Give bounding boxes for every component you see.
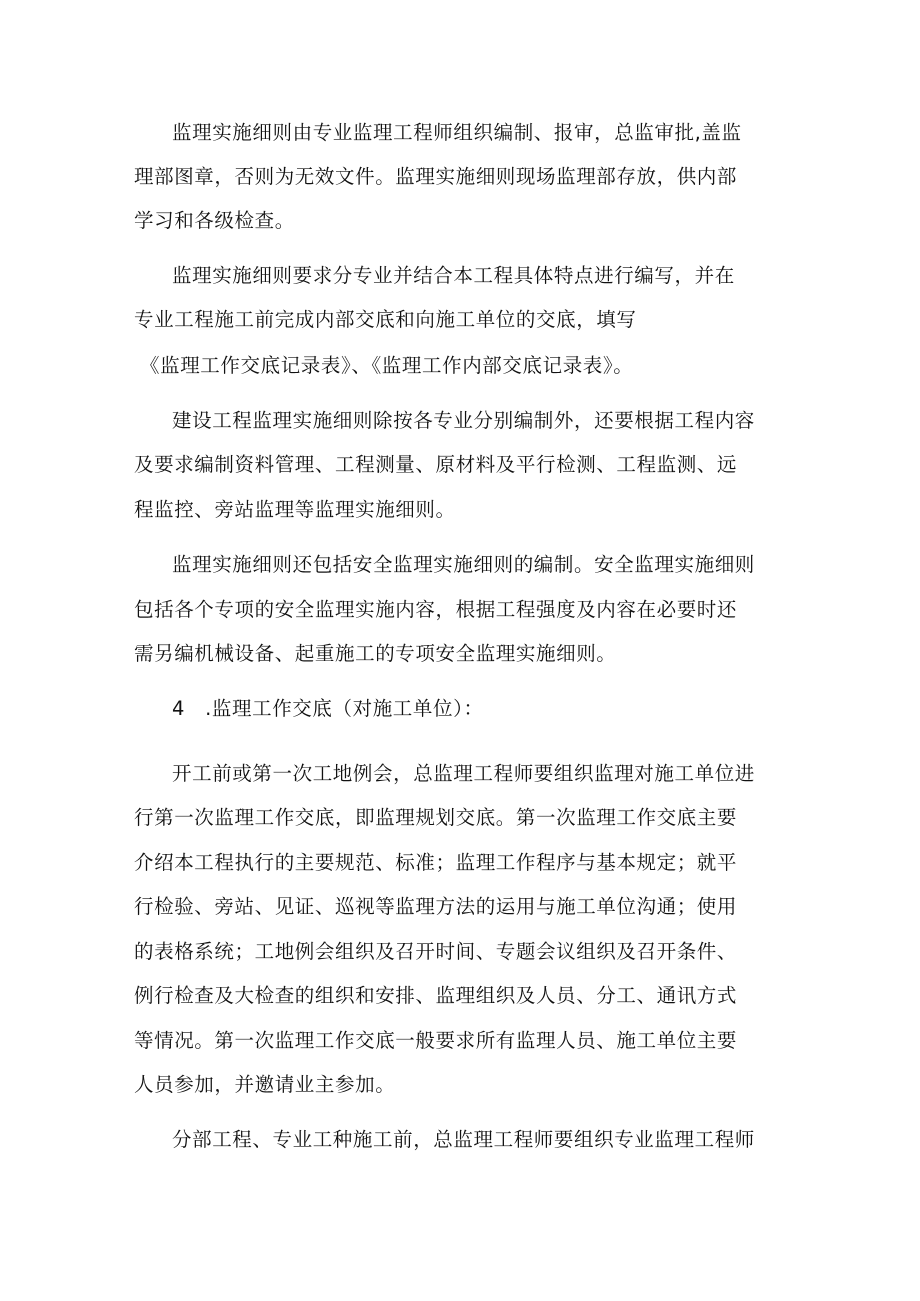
paragraph-6-line-8: 人员参加，并邀请业主参加。 [134, 1073, 396, 1096]
paragraph-3-line-2: 及要求编制资料管理、工程测量、原材料及平行检测、工程监测、远 [134, 453, 738, 476]
paragraph-2-line-1: 监理实施细则要求分专业并结合本工程具体特点进行编写，并在 [172, 264, 735, 287]
paragraph-6-line-2: 行第一次监理工作交底，即监理规划交底。第一次监理工作交底主要 [134, 806, 738, 829]
paragraph-6-line-5: 的表格系统；工地例会组织及召开时间、专题会议组织及召开条件、 [134, 940, 738, 963]
paragraph-3-line-1: 建设工程监理实施细则除按各专业分别编制外，还要根据工程内容 [172, 409, 755, 432]
paragraph-2-line-2: 专业工程施工前完成内部交底和向施工单位的交底，填写 [134, 308, 637, 331]
paragraph-4-line-1: 监理实施细则还包括安全监理实施细则的编制。安全监理实施细则 [172, 553, 755, 576]
paragraph-6-line-3: 介绍本工程执行的主要规范、标准；监理工作程序与基本规定；就平 [134, 851, 738, 874]
paragraph-6-line-1: 开工前或第一次工地例会，总监理工程师要组织监理对施工单位进 [172, 762, 755, 785]
paragraph-4-line-3: 需另编机械设备、起重施工的专项安全监理实施细则。 [134, 642, 617, 665]
section-heading: 4 .监理工作交底（对施工单位）： [172, 697, 484, 720]
paragraph-3-line-3: 程监控、旁站监理等监理实施细则。 [134, 498, 456, 521]
paragraph-1-line-1: 监理实施细则由专业监理工程师组织编制、报审，总监审批,盖监 [172, 121, 742, 144]
paragraph-2-line-3: 《监理工作交底记录表》、《监理工作内部交底记录表》。 [140, 354, 634, 377]
paragraph-6-line-4: 行检验、旁站、见证、巡视等监理方法的运用与施工单位沟通；使用 [134, 895, 738, 918]
paragraph-1-line-3: 学习和各级检查。 [134, 209, 295, 232]
paragraph-4-line-2: 包括各个专项的安全监理实施内容，根据工程强度及内容在必要时还 [134, 598, 738, 621]
paragraph-1-line-2: 理部图章，否则为无效文件。监理实施细则现场监理部存放，供内部 [134, 165, 738, 188]
paragraph-6-line-6: 例行检查及大检查的组织和安排、监理组织及人员、分工、通讯方式 [134, 984, 738, 1007]
paragraph-6-line-7: 等情况。第一次监理工作交底一般要求所有监理人员、施工单位主要 [134, 1029, 738, 1052]
paragraph-7-line-1: 分部工程、专业工种施工前，总监理工程师要组织专业监理工程师 [172, 1128, 755, 1151]
